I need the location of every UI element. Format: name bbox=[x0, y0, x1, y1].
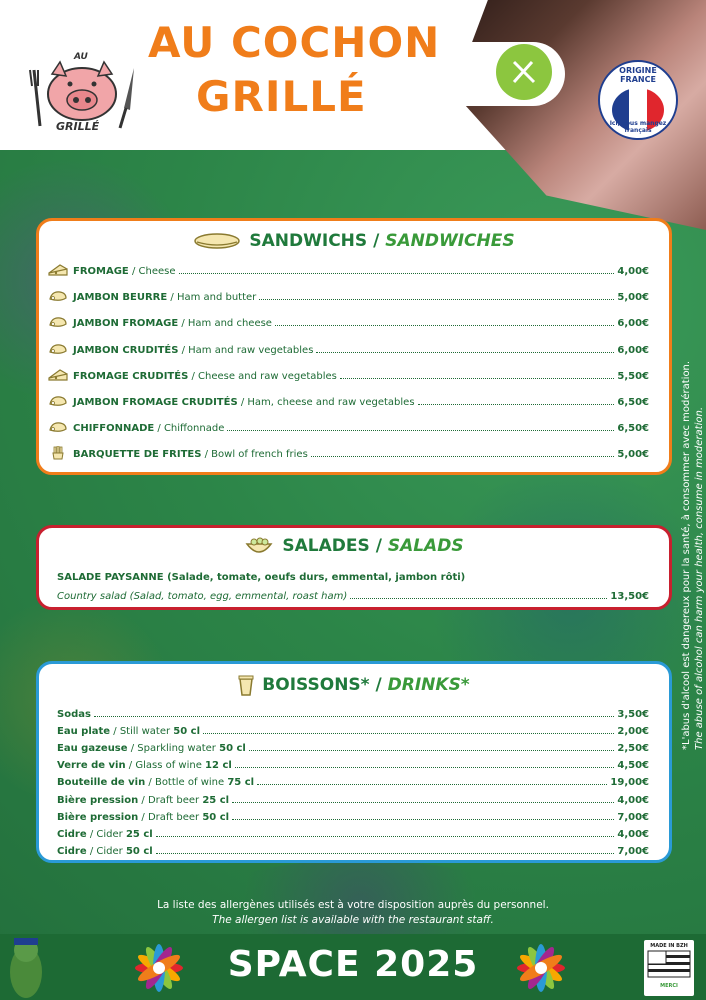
salads-heading bbox=[39, 536, 669, 556]
drink-name-en: Sparkling water bbox=[137, 743, 216, 755]
sandwich-icon bbox=[193, 232, 241, 250]
drink-name-fr: Eau gazeuse bbox=[57, 743, 128, 755]
drink-price: 4,00€ bbox=[617, 828, 649, 840]
fries-icon bbox=[47, 446, 69, 460]
made-in-bzh-badge bbox=[644, 940, 694, 996]
alcohol-warning bbox=[677, 330, 706, 750]
sandwich-name: JAMBON CRUDITÉS / Ham and raw vegetables bbox=[73, 344, 314, 356]
dot-leader bbox=[203, 733, 614, 734]
sandwich-row bbox=[39, 444, 669, 460]
drink-name-en: Bottle of wine bbox=[154, 777, 225, 789]
drink-name: Cidre / Cider 50 cl bbox=[57, 845, 153, 857]
dot-leader bbox=[235, 767, 615, 768]
drink-quantity: 25 cl bbox=[125, 828, 153, 840]
space-flower-icon bbox=[512, 942, 570, 994]
sandwich-name: JAMBON FROMAGE CRUDITÉS / Ham, cheese and raw vegetables bbox=[73, 397, 415, 408]
drink-price: 7,00€ bbox=[617, 811, 649, 823]
drink-name-en: Draft beer bbox=[147, 811, 200, 823]
sandwich-price: 6,50€ bbox=[617, 423, 649, 435]
drink-price: 4,00€ bbox=[617, 794, 649, 806]
dot-leader bbox=[275, 325, 614, 326]
sandwich-name-fr: JAMBON BEURRE bbox=[73, 292, 168, 304]
salad-bowl-icon bbox=[244, 536, 274, 556]
ham-icon bbox=[47, 394, 69, 408]
drink-name-en: Cider bbox=[96, 845, 123, 857]
sandwich-name-en: Chiffonnade bbox=[163, 423, 225, 435]
cheese-icon bbox=[47, 368, 69, 382]
drink-name: Bière pression / Draft beer 50 cl bbox=[57, 811, 230, 823]
sandwiches-title-fr: SANDWICHS bbox=[249, 231, 368, 251]
sandwich-row bbox=[39, 287, 669, 303]
salads-card bbox=[36, 525, 672, 610]
page-title-line1: AU COCHON bbox=[148, 18, 441, 67]
sandwiches-card bbox=[36, 218, 672, 475]
drink-row bbox=[39, 721, 669, 737]
sandwich-price: 6,00€ bbox=[617, 344, 649, 356]
sandwich-row bbox=[39, 366, 669, 382]
sandwich-row bbox=[39, 392, 669, 408]
sandwich-name-en: Cheese bbox=[138, 266, 176, 277]
drinks-heading bbox=[39, 674, 669, 696]
drink-name: Bouteille de vin / Bottle of wine 75 cl bbox=[57, 777, 255, 789]
drink-quantity: 50 cl bbox=[173, 726, 201, 738]
sandwich-name: FROMAGE CRUDITÉS / Cheese and raw vegetables bbox=[73, 370, 337, 382]
sandwich-price: 5,00€ bbox=[617, 292, 649, 304]
drink-quantity: 50 cl bbox=[202, 811, 230, 823]
ham-icon bbox=[47, 315, 69, 329]
sandwich-name: BARQUETTE DE FRITES / Bowl of french fries bbox=[73, 449, 308, 461]
ham-icon bbox=[47, 342, 69, 356]
drink-name-fr: Sodas bbox=[57, 709, 91, 720]
sandwiches-title-en: SANDWICHES bbox=[385, 231, 515, 251]
title-separator: / bbox=[375, 675, 382, 695]
sandwiches-heading bbox=[39, 231, 669, 251]
sandwich-name-en: Bowl of french fries bbox=[211, 449, 308, 461]
drink-row bbox=[39, 755, 669, 771]
dot-leader bbox=[227, 430, 614, 431]
drink-price: 2,50€ bbox=[617, 743, 649, 755]
sandwich-name-fr: FROMAGE CRUDITÉS bbox=[73, 370, 189, 382]
alcohol-warning-fr: *L'abus d'alcool est dangereux pour la santé, à consommer avec modération. bbox=[681, 360, 692, 750]
sandwich-name: FROMAGE / Cheese bbox=[73, 266, 176, 277]
dot-leader bbox=[156, 836, 615, 837]
dot-leader bbox=[232, 819, 614, 820]
sandwich-name-fr: FROMAGE bbox=[73, 266, 129, 277]
dot-leader bbox=[350, 598, 607, 599]
drink-name: Eau plate / Still water 50 cl bbox=[57, 726, 201, 738]
drink-name: Cidre / Cider 25 cl bbox=[57, 828, 153, 840]
drink-name bbox=[57, 709, 91, 720]
sandwich-price: 4,00€ bbox=[617, 266, 649, 277]
sandwich-name-fr: JAMBON CRUDITÉS bbox=[73, 344, 179, 356]
sandwich-row bbox=[39, 261, 669, 277]
dot-leader bbox=[340, 378, 614, 379]
drink-name: Eau gazeuse / Sparkling water 50 cl bbox=[57, 743, 246, 755]
sandwich-name: JAMBON FROMAGE / Ham and cheese bbox=[73, 318, 272, 330]
sandwich-row bbox=[39, 340, 669, 356]
drink-price: 7,00€ bbox=[617, 845, 649, 857]
drink-name-fr: Eau plate bbox=[57, 726, 111, 738]
drinks-card bbox=[36, 661, 672, 863]
page-title-line2: GRILLÉ bbox=[196, 72, 367, 121]
sandwich-price: 6,50€ bbox=[617, 397, 649, 408]
sandwich-name: JAMBON BEURRE / Ham and butter bbox=[73, 292, 257, 304]
sandwich-name-en: Cheese and raw vegetables bbox=[198, 370, 337, 382]
sandwich-name-fr: CHIFFONNADE bbox=[73, 423, 155, 435]
drink-quantity: 25 cl bbox=[202, 794, 230, 806]
drink-row bbox=[39, 790, 669, 806]
drink-quantity: 12 cl bbox=[205, 760, 232, 772]
drink-price: 2,00€ bbox=[617, 726, 649, 738]
sandwich-name-fr: JAMBON FROMAGE CRUDITÉS bbox=[73, 397, 238, 408]
drink-row bbox=[39, 704, 669, 720]
ham-icon bbox=[47, 420, 69, 434]
event-title: SPACE 2025 bbox=[227, 944, 479, 985]
allergen-note-en: The allergen list is available with the restaurant staff. bbox=[212, 914, 494, 926]
drink-price: 19,00€ bbox=[610, 777, 649, 789]
fork-knife-icon bbox=[506, 54, 542, 90]
breton-flag-icon bbox=[644, 949, 694, 979]
sandwich-name-en: Ham and butter bbox=[176, 292, 257, 304]
drink-row bbox=[39, 738, 669, 754]
drink-name-fr: Verre de vin bbox=[57, 760, 126, 772]
salad-item-description: Country salad (Salad, tomato, egg, emmental, roast ham) bbox=[57, 591, 348, 602]
drink-price: 4,50€ bbox=[617, 760, 649, 772]
salad-item-price: 13,50€ bbox=[610, 591, 649, 602]
dot-leader bbox=[232, 802, 614, 803]
drink-name: Verre de vin / Glass of wine 12 cl bbox=[57, 760, 232, 772]
salads-title-en: SALADS bbox=[387, 536, 464, 556]
drink-quantity: 50 cl bbox=[125, 845, 153, 857]
drink-name-fr: Bouteille de vin bbox=[57, 777, 146, 789]
dot-leader bbox=[156, 853, 615, 854]
drinks-title-fr: BOISSONS* bbox=[262, 675, 370, 695]
dot-leader bbox=[259, 299, 614, 300]
drinks-title-en: DRINKS* bbox=[387, 675, 470, 695]
drink-name-en: Glass of wine bbox=[135, 760, 202, 772]
sandwich-name-fr: JAMBON FROMAGE bbox=[73, 318, 179, 330]
dot-leader bbox=[179, 273, 615, 274]
sandwich-price: 5,00€ bbox=[617, 449, 649, 461]
sandwich-name-en: Ham and cheese bbox=[187, 318, 272, 330]
drink-quantity: 75 cl bbox=[227, 777, 255, 789]
drink-name-fr: Bière pression bbox=[57, 811, 139, 823]
drink-name-en: Still water bbox=[119, 726, 171, 738]
drink-name-en: Cider bbox=[96, 828, 123, 840]
drink-row bbox=[39, 772, 669, 788]
drink-row bbox=[39, 824, 669, 840]
drink-row bbox=[39, 807, 669, 823]
origine-france-badge bbox=[598, 60, 678, 140]
sandwich-row bbox=[39, 418, 669, 434]
title-separator: / bbox=[375, 536, 382, 556]
salad-item-row bbox=[39, 586, 669, 602]
sandwich-name-fr: BARQUETTE DE FRITES bbox=[73, 449, 202, 461]
sandwich-price: 6,00€ bbox=[617, 318, 649, 330]
dot-leader bbox=[257, 784, 607, 785]
drink-quantity: 50 cl bbox=[219, 743, 246, 755]
drink-name: Bière pression / Draft beer 25 cl bbox=[57, 794, 230, 806]
logo-text-bottom: GRILLÉ bbox=[56, 120, 100, 133]
salad-item-name: SALADE PAYSANNE (Salade, tomate, oeufs durs, emmental, jambon rôti) bbox=[57, 572, 466, 583]
salads-title-fr: SALADES bbox=[282, 536, 370, 556]
sandwich-name: CHIFFONNADE / Chiffonnade bbox=[73, 423, 225, 435]
dot-leader bbox=[249, 750, 614, 751]
drink-name-fr: Cidre bbox=[57, 828, 87, 840]
sandwich-name-en: Ham and raw vegetables bbox=[188, 344, 314, 356]
dot-leader bbox=[311, 456, 615, 457]
sandwich-price: 5,50€ bbox=[617, 370, 649, 382]
drink-name-fr: Bière pression bbox=[57, 794, 139, 806]
dot-leader bbox=[418, 404, 615, 405]
made-in-bzh-label: MADE IN BZH bbox=[650, 943, 688, 949]
drink-name-fr: Cidre bbox=[57, 845, 87, 857]
drink-row bbox=[39, 841, 669, 857]
allergen-note-fr: La liste des allergènes utilisés est à votre disposition auprès du personnel. bbox=[157, 899, 549, 911]
alcohol-warning-en: The abuse of alcohol can harm your health, consume in moderation. bbox=[694, 406, 705, 750]
dot-leader bbox=[316, 352, 614, 353]
origine-france-label: ORIGINE FRANCE bbox=[619, 66, 657, 84]
cheese-icon bbox=[47, 263, 69, 277]
drink-price: 3,50€ bbox=[617, 709, 649, 720]
drink-name-en: Draft beer bbox=[147, 794, 200, 806]
ham-icon bbox=[47, 289, 69, 303]
sandwich-name-en: Ham, cheese and raw vegetables bbox=[247, 397, 415, 408]
origine-france-slogan: Ici, vous mangez français bbox=[609, 120, 667, 134]
merci-label: MERCI bbox=[660, 983, 678, 989]
fork-knife-badge bbox=[496, 44, 552, 100]
title-separator: / bbox=[373, 231, 380, 251]
drink-cup-icon bbox=[238, 674, 254, 696]
logo-text-top: AU bbox=[74, 52, 88, 62]
sandwich-row bbox=[39, 313, 669, 329]
dot-leader bbox=[94, 716, 614, 717]
